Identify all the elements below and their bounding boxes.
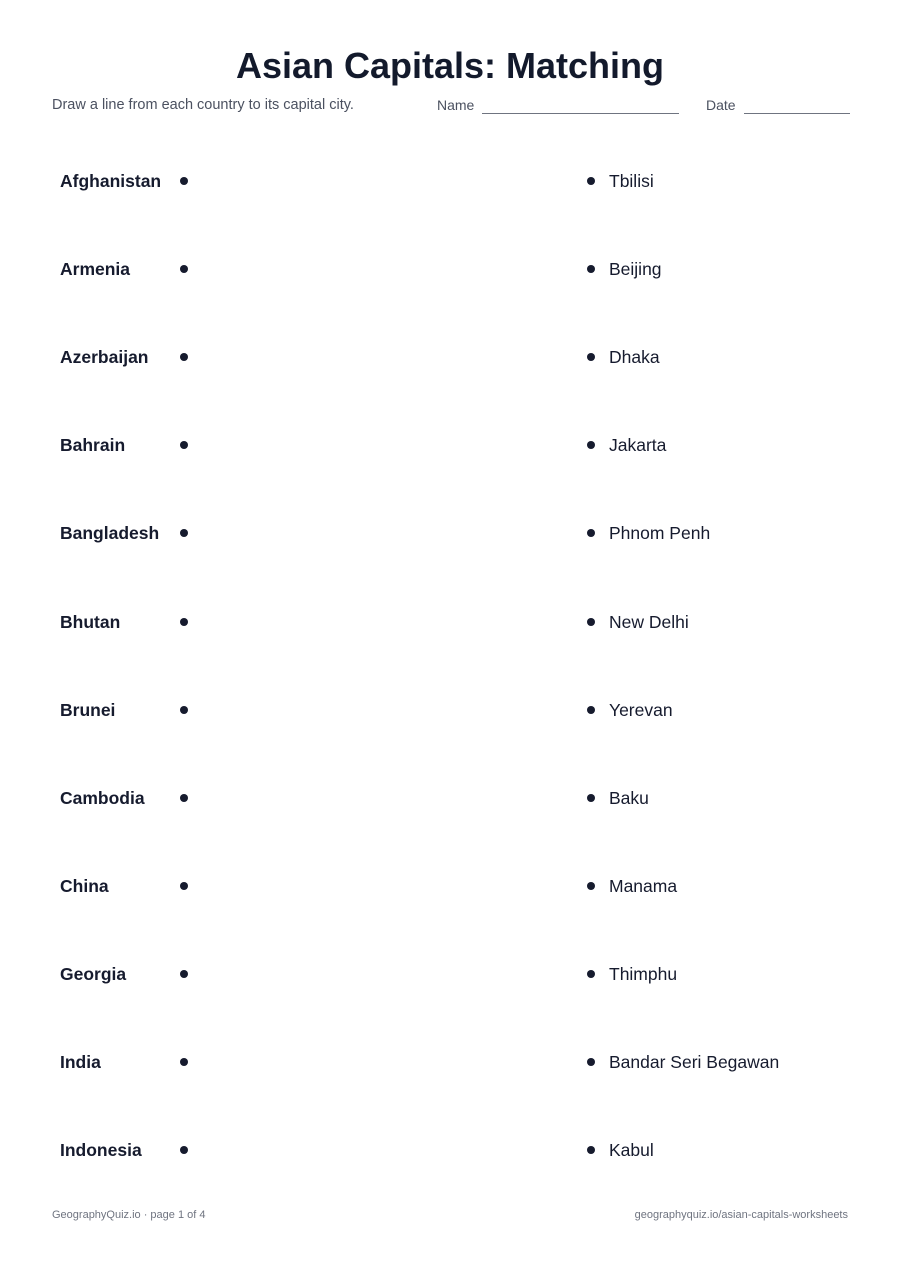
country-label: Brunei (60, 699, 116, 720)
capital-label: Dhaka (609, 347, 660, 368)
country-label: Afghanistan (60, 171, 162, 191)
capital-label: Baku (609, 787, 649, 808)
capital-label: Jakarta (609, 435, 667, 456)
page-title: Asian Capitals: Matching (235, 45, 665, 86)
footer-url: geographyquiz.io/asian-capitals-worksheets (634, 1209, 848, 1221)
country-label: Bangladesh (60, 523, 160, 544)
country-label: China (60, 875, 109, 896)
country-dot (180, 794, 188, 802)
capital-label: Kabul (609, 1140, 654, 1161)
capital-dot (587, 794, 595, 802)
country-dot (180, 970, 188, 978)
name-write-line (482, 97, 679, 114)
country-dot (180, 177, 188, 185)
date-label: Date (706, 97, 736, 113)
capital-label: Thimphu (609, 963, 678, 984)
date-write-line (744, 97, 850, 114)
country-label: Bhutan (60, 611, 121, 632)
capital-dot (587, 265, 595, 273)
country-dot (180, 618, 188, 626)
country-label: Bahrain (60, 435, 126, 456)
capital-label: Bandar Seri Begawan (609, 1052, 780, 1072)
capital-dot (587, 1058, 595, 1066)
capital-label: Phnom Penh (609, 523, 711, 544)
capital-dot (587, 1146, 595, 1154)
country-label: Azerbaijan (60, 347, 149, 368)
capital-dot (587, 529, 595, 537)
country-label: Cambodia (60, 787, 145, 808)
capital-dot (587, 618, 595, 626)
capital-label: Tbilisi (609, 171, 654, 191)
instructions-text: Draw a line from each country to its capital city. (52, 97, 354, 113)
capital-dot (587, 706, 595, 714)
country-label: Armenia (60, 259, 131, 280)
capital-dot (587, 970, 595, 978)
capital-dot (587, 882, 595, 890)
country-label: Indonesia (60, 1140, 142, 1161)
capital-label: New Delhi (609, 611, 689, 632)
capital-dot (587, 441, 595, 449)
capital-label: Yerevan (609, 699, 673, 720)
name-field (437, 96, 679, 114)
date-field (706, 96, 850, 114)
capital-label: Beijing (609, 259, 662, 280)
country-label: India (60, 1052, 101, 1072)
capital-label: Manama (609, 875, 678, 896)
footer-page-info: GeographyQuiz.io · page 1 of 4 (52, 1209, 206, 1221)
capital-dot (587, 177, 595, 185)
name-label: Name (437, 97, 475, 113)
country-dot (180, 1058, 188, 1066)
country-dot (180, 706, 188, 714)
capital-dot (587, 353, 595, 361)
country-dot (180, 882, 188, 890)
country-label: Georgia (60, 963, 127, 984)
